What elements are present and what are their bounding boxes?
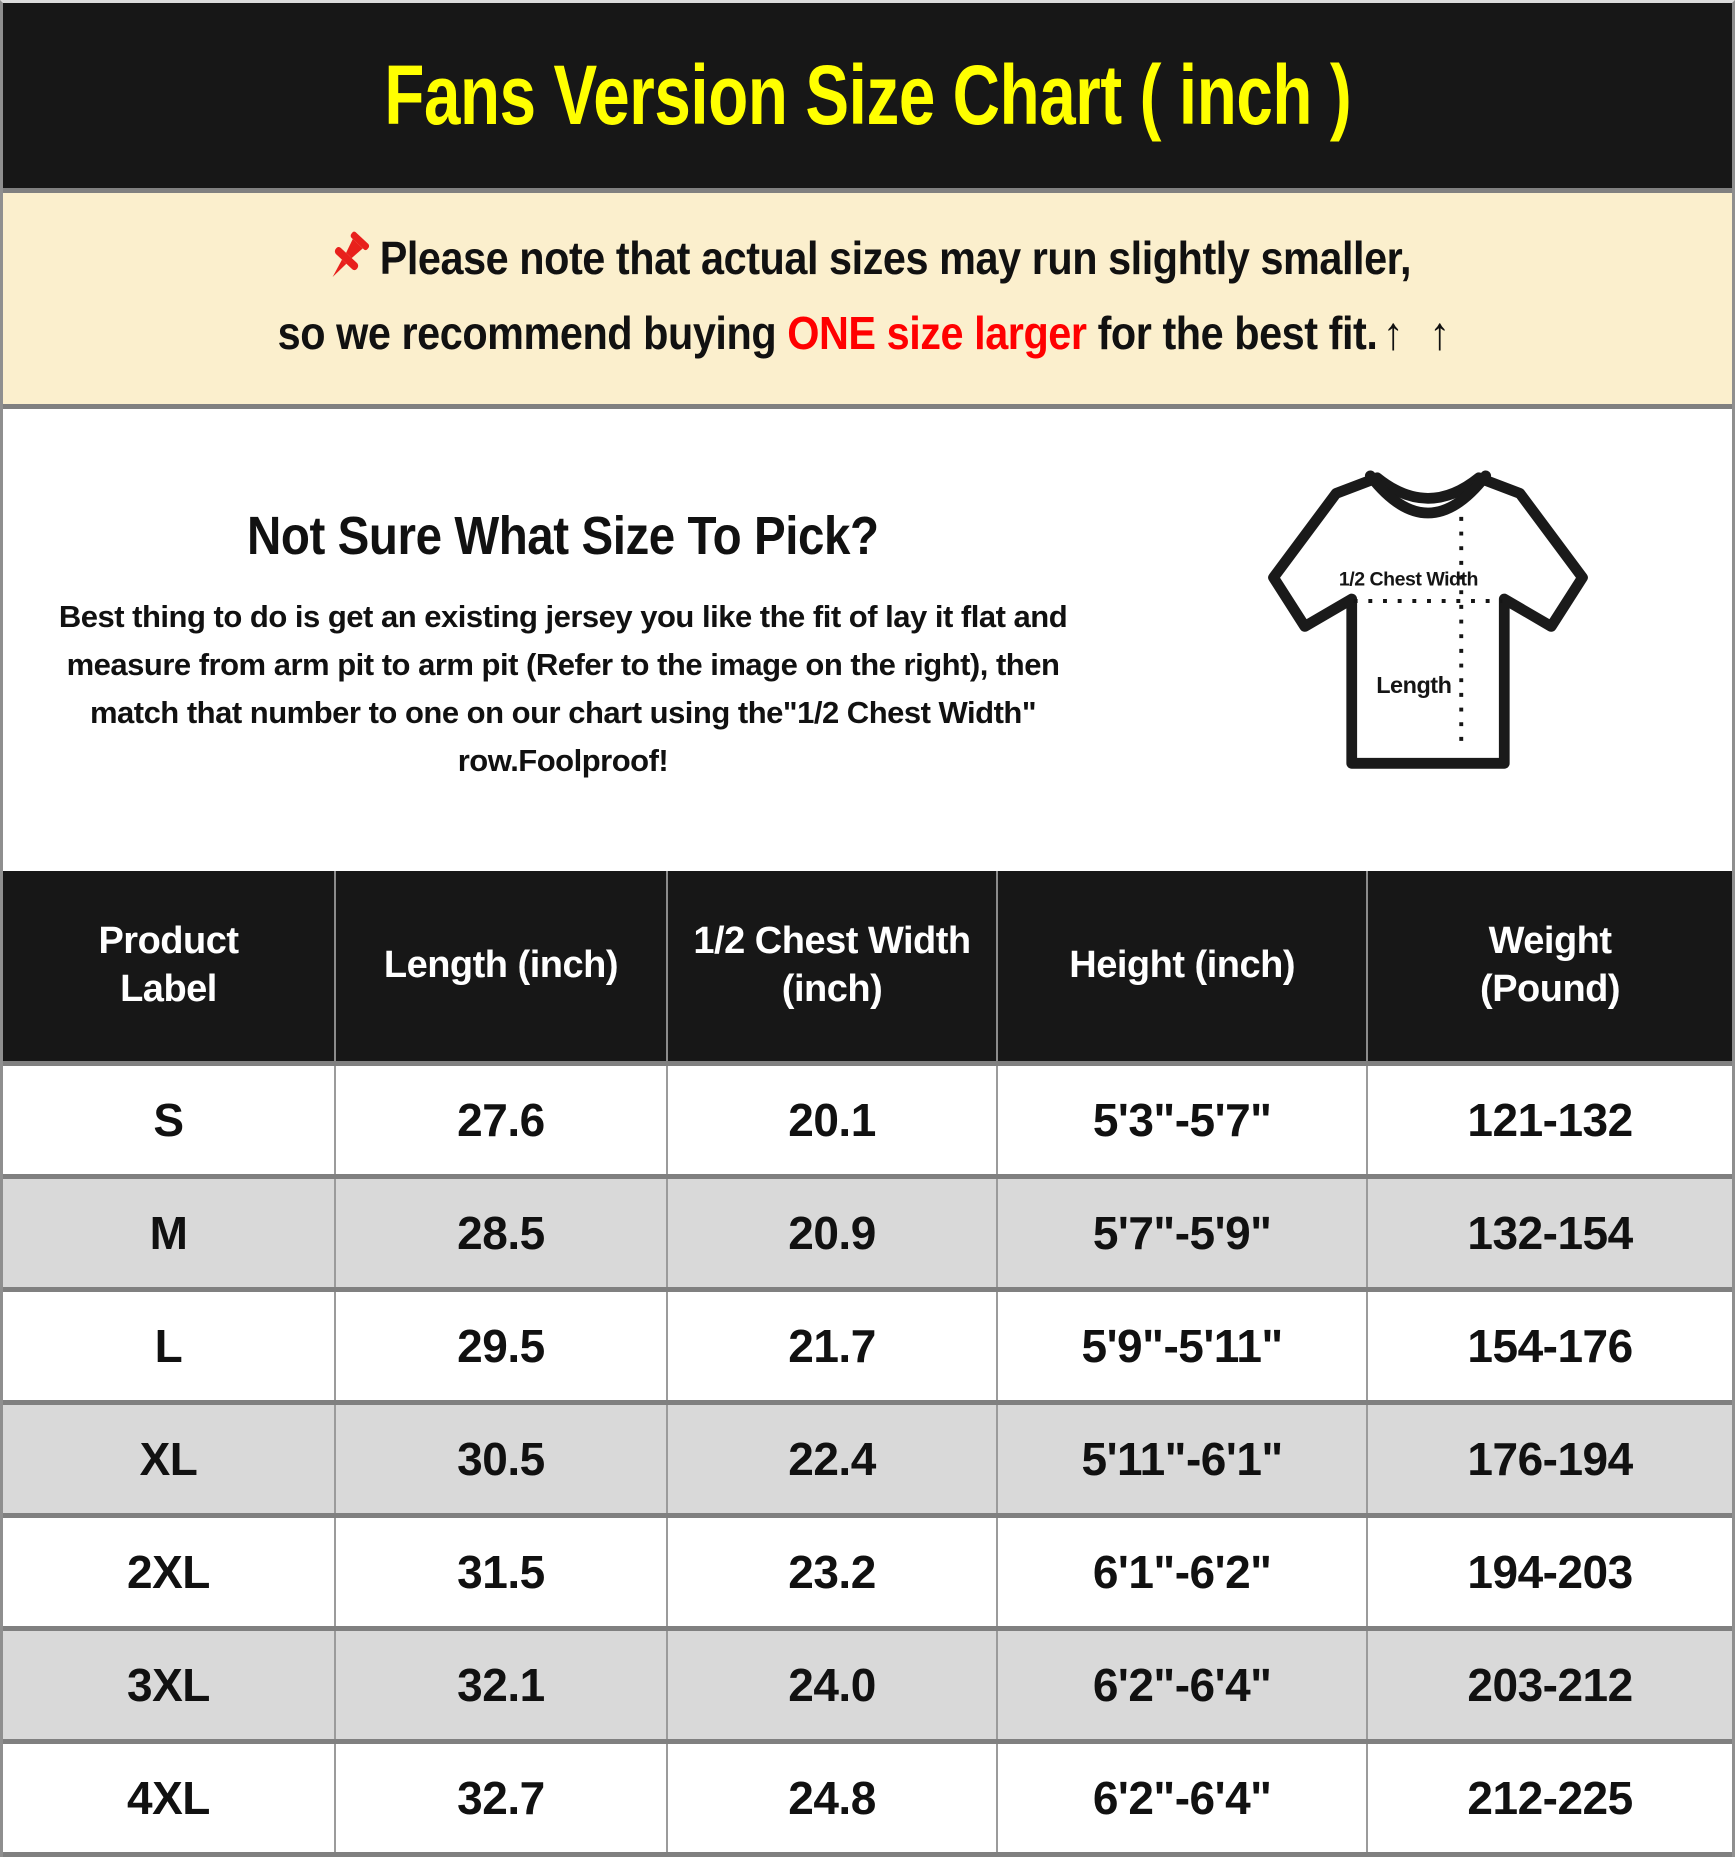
- table-cell: 121-132: [1367, 1063, 1732, 1176]
- table-cell: 132-154: [1367, 1176, 1732, 1289]
- pushpin-icon: [324, 226, 376, 288]
- page-title: Fans Version Size Chart ( inch ): [384, 48, 1351, 142]
- table-cell: 31.5: [335, 1515, 667, 1628]
- table-cell: 24.8: [667, 1741, 997, 1854]
- column-header: Weight (Pound): [1480, 920, 1621, 1010]
- table-cell: 194-203: [1367, 1515, 1732, 1628]
- table-row: [3, 1063, 1732, 1176]
- table-cell: 24.0: [667, 1628, 997, 1741]
- notice-band: [3, 193, 1732, 409]
- column-header: Length (inch): [383, 944, 618, 987]
- table-cell: 154-176: [1367, 1289, 1732, 1402]
- table-cell: 20.1: [667, 1063, 997, 1176]
- table-cell: 27.6: [335, 1063, 667, 1176]
- notice-text-2a: so we recommend buying: [277, 306, 788, 359]
- table-cell: 30.5: [335, 1402, 667, 1515]
- table-row: [3, 1402, 1732, 1515]
- table-cell: 2XL: [3, 1515, 335, 1628]
- column-header: Product Label: [98, 920, 239, 1010]
- table-cell: M: [3, 1176, 335, 1289]
- table-cell: 176-194: [1367, 1402, 1732, 1515]
- size-guide-diagram: [1123, 409, 1732, 871]
- table-row: [3, 1176, 1732, 1289]
- table-row: [3, 1628, 1732, 1741]
- table-cell: 203-212: [1367, 1628, 1732, 1741]
- table-cell: 5'9"-5'11": [997, 1289, 1367, 1402]
- notice-line-1: [89, 221, 1645, 296]
- table-cell: 212-225: [1367, 1741, 1732, 1854]
- table-cell: 5'7"-5'9": [997, 1176, 1367, 1289]
- notice-text-2b: for the best fit.: [1086, 306, 1378, 359]
- table-cell: 4XL: [3, 1741, 335, 1854]
- tshirt-diagram-icon: [1252, 453, 1604, 793]
- column-header-cell: [997, 871, 1367, 1063]
- table-cell: 6'2"-6'4": [997, 1741, 1367, 1854]
- size-guide-heading: Not Sure What Size To Pick?: [247, 506, 879, 567]
- column-header: 1/2 Chest Width (inch): [693, 920, 971, 1010]
- table-row: [3, 1289, 1732, 1402]
- notice-highlight: ONE size larger: [787, 306, 1087, 359]
- table-cell: L: [3, 1289, 335, 1402]
- column-header-cell: [667, 871, 997, 1063]
- notice-line-2: [89, 296, 1645, 371]
- table-header-row: [3, 871, 1732, 1063]
- table-cell: 29.5: [335, 1289, 667, 1402]
- table-cell: 22.4: [667, 1402, 997, 1515]
- table-row: [3, 1741, 1732, 1854]
- chest-width-label: 1/2 Chest Width: [1338, 568, 1478, 591]
- table-cell: 6'2"-6'4": [997, 1628, 1367, 1741]
- table-cell: 28.5: [335, 1176, 667, 1289]
- column-header-cell: [3, 871, 335, 1063]
- size-table-body: [3, 1063, 1732, 1854]
- size-guide-body: Best thing to do is get an existing jersey you like the fit of lay it flat and measure from arm pit to arm pit (Refer to the image on the right), then match that number to one on our chart using the"1/2 Chest Width" row.Foolproof!: [58, 599, 1068, 779]
- table-cell: 32.7: [335, 1741, 667, 1854]
- title-bar: [3, 3, 1732, 193]
- size-guide-section: [3, 409, 1732, 871]
- size-guide-text: [3, 409, 1123, 871]
- table-row: [3, 1515, 1732, 1628]
- table-cell: S: [3, 1063, 335, 1176]
- up-arrows-icon: ↑ ↑: [1382, 306, 1458, 359]
- column-header: Height (inch): [1069, 944, 1295, 987]
- table-cell: XL: [3, 1402, 335, 1515]
- table-cell: 3XL: [3, 1628, 335, 1741]
- table-cell: 5'3"-5'7": [997, 1063, 1367, 1176]
- table-cell: 32.1: [335, 1628, 667, 1741]
- table-cell: 23.2: [667, 1515, 997, 1628]
- length-label: Length: [1375, 671, 1451, 698]
- table-cell: 6'1"-6'2": [997, 1515, 1367, 1628]
- table-cell: 21.7: [667, 1289, 997, 1402]
- table-cell: 20.9: [667, 1176, 997, 1289]
- column-header-cell: [1367, 871, 1732, 1063]
- size-chart-table: [3, 871, 1732, 1857]
- notice-text-1: Please note that actual sizes may run slightly smaller,: [379, 232, 1412, 284]
- column-header-cell: [335, 871, 667, 1063]
- table-cell: 5'11"-6'1": [997, 1402, 1367, 1515]
